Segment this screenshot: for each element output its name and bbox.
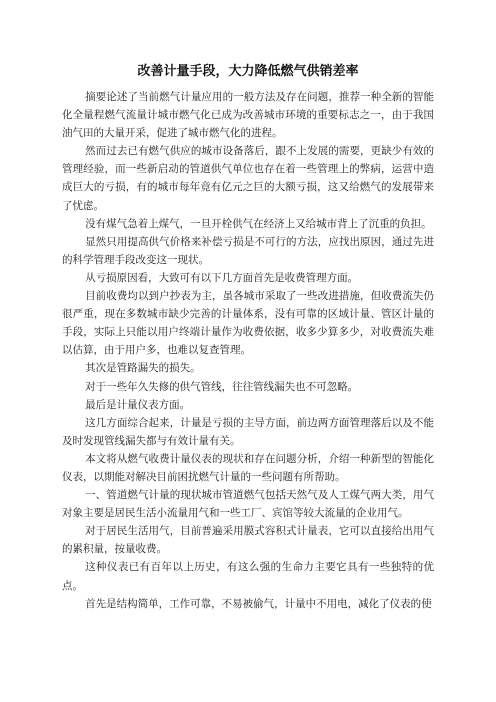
paragraph: 对于一些年久失修的供气管线，往往管线漏失也不可忽略。 xyxy=(85,380,359,393)
paragraph: 本文将从燃气收费计量仪表的现状和存在问题分析，介绍一种新型的智能化仪表，以期能对解决目前困扰燃气计量的一些问题有所帮助。 xyxy=(62,452,434,483)
paragraph: 其次是管路漏失的损失。 xyxy=(85,362,201,375)
paragraph: 对于居民生活用气，目前普遍采用膜式容积式计量表，它可以直接给出用气的累积量，按量收费。 xyxy=(62,525,434,556)
paragraph: 显然只用提高供气价格来补偿亏损是不可行的方法，应找出原因，通过先进的科学管理手段改变这一现状。 xyxy=(62,235,434,266)
paragraph: 最后是计量仪表方面。 xyxy=(85,398,191,411)
paragraph: 目前收费均以到户抄表为主，虽各城市采取了一些改进措施，但收费流失仍很严重，现在多数城市缺少完善的计量体系，没有可靠的区域计量、管区计量的手段，实际上只能以用户终端计量作为收费依据，收多少算多少，对收费流失难以估算，由于用户多，也难以复查管理。 xyxy=(62,290,434,357)
paragraph: 然而过去已有燃气供应的城市设备落后，跟不上发展的需要，更缺少有效的管理经验，而一些新启动的管道供气单位也存在着一些管理上的弊病，运营中造成巨大的亏损，有的城市每年竟有亿元之巨的大额亏损，这又给燃气的发展带来了忧虑。 xyxy=(62,145,434,212)
document-title: 改善计量手段，大力降低燃气供销差率 xyxy=(137,64,359,79)
paragraph: 首先是结构简单，工作可靠，不易被偷气，计量中不用电，减化了仪表的使 xyxy=(85,597,432,610)
paragraph: 这种仪表已有百年以上历史，有这么强的生命力主要它具有一些独特的优点。 xyxy=(62,561,434,592)
paragraph-abstract: 摘要论述了当前燃气计量应用的一般方法及存在问题，推荐一种全新的智能化全量程燃气流量计城市燃气化已成为改善城市环境的重要标志之一，由于我国油气田的大量开采，促进了城市燃气化的进程。 xyxy=(62,91,434,140)
paragraph: 这几方面综合起来，计量是亏损的主导方面，前边两方面管理落后以及不能及时发现管线漏失都与有效计量有关。 xyxy=(62,416,434,447)
paragraph: 一、管道燃气计量的现状城市管道燃气包括天然气及人工煤气两大类，用气对象主要是居民生活小流量用气和一些工厂、宾馆等较大流量的企业用气。 xyxy=(62,489,434,520)
paragraph: 从亏损原因看，大致可有以下几方面首先是收费管理方面。 xyxy=(85,271,359,284)
paragraph: 没有煤气急着上煤气，一旦开栓供气在经济上又给城市背上了沉重的负担。 xyxy=(85,217,432,230)
document-body xyxy=(62,88,434,613)
